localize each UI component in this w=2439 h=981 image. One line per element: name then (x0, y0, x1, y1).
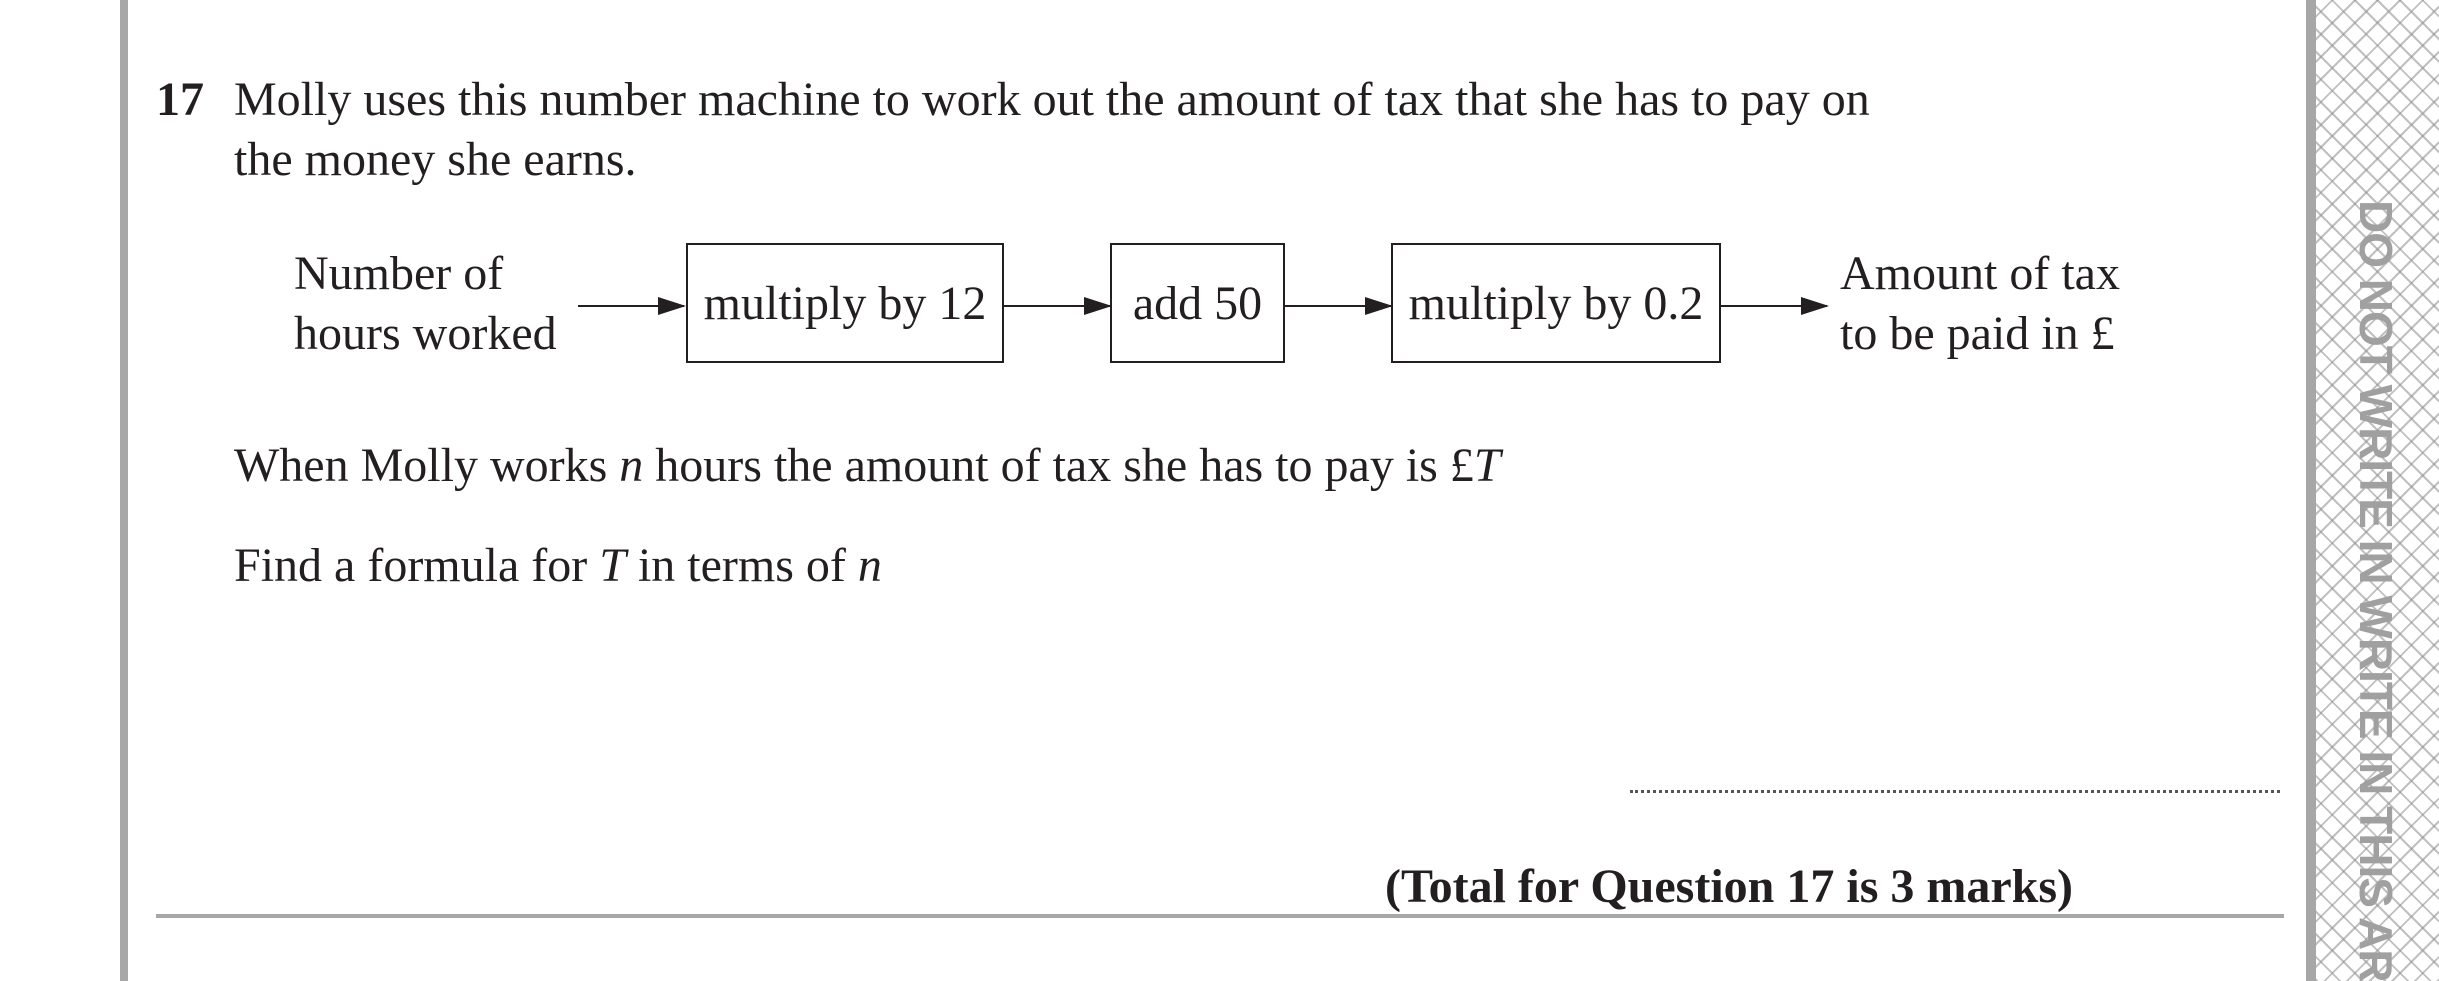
question-total-marks: (Total for Question 17 is 3 marks) (1385, 860, 2074, 913)
variable-t: T (599, 539, 626, 592)
machine-input-label-line-1: Number of (294, 247, 504, 300)
machine-output-label-line-2: to be paid in £ (1840, 307, 2115, 360)
machine-step-add-50: add 50 (1110, 243, 1285, 363)
answer-line[interactable] (1630, 790, 2280, 793)
machine-input-label-line-2: hours worked (294, 307, 557, 360)
machine-step-multiply-12: multiply by 12 (686, 243, 1004, 363)
left-margin-rule (120, 0, 128, 981)
machine-arrow-2 (1004, 305, 1110, 307)
instruction-text: Find a formula for T in terms of n (234, 539, 882, 592)
right-margin-rule (2306, 0, 2316, 981)
question-number: 17 (156, 73, 204, 126)
do-not-write-strip (2316, 0, 2439, 981)
question-stem-line-1: Molly uses this number machine to work out the amount of tax that she has to pay on (234, 73, 1870, 126)
machine-arrow-1 (578, 305, 684, 307)
machine-step-multiply-0-2: multiply by 0.2 (1391, 243, 1721, 363)
question-stem-line-2: the money she earns. (234, 133, 637, 186)
variable-n: n (619, 439, 644, 492)
variable-n: n (857, 539, 882, 592)
do-not-write-text: DO NOT WRITE IN WRITE IN THIS AR (2350, 200, 2402, 981)
statement-text: When Molly works n hours the amount of tax she has to pay is £T (234, 439, 1501, 492)
question-separator-rule (156, 914, 2284, 918)
variable-t: T (1473, 439, 1501, 492)
machine-arrow-4 (1721, 305, 1827, 307)
machine-output-label-line-1: Amount of tax (1840, 247, 2120, 300)
machine-arrow-3 (1285, 305, 1391, 307)
